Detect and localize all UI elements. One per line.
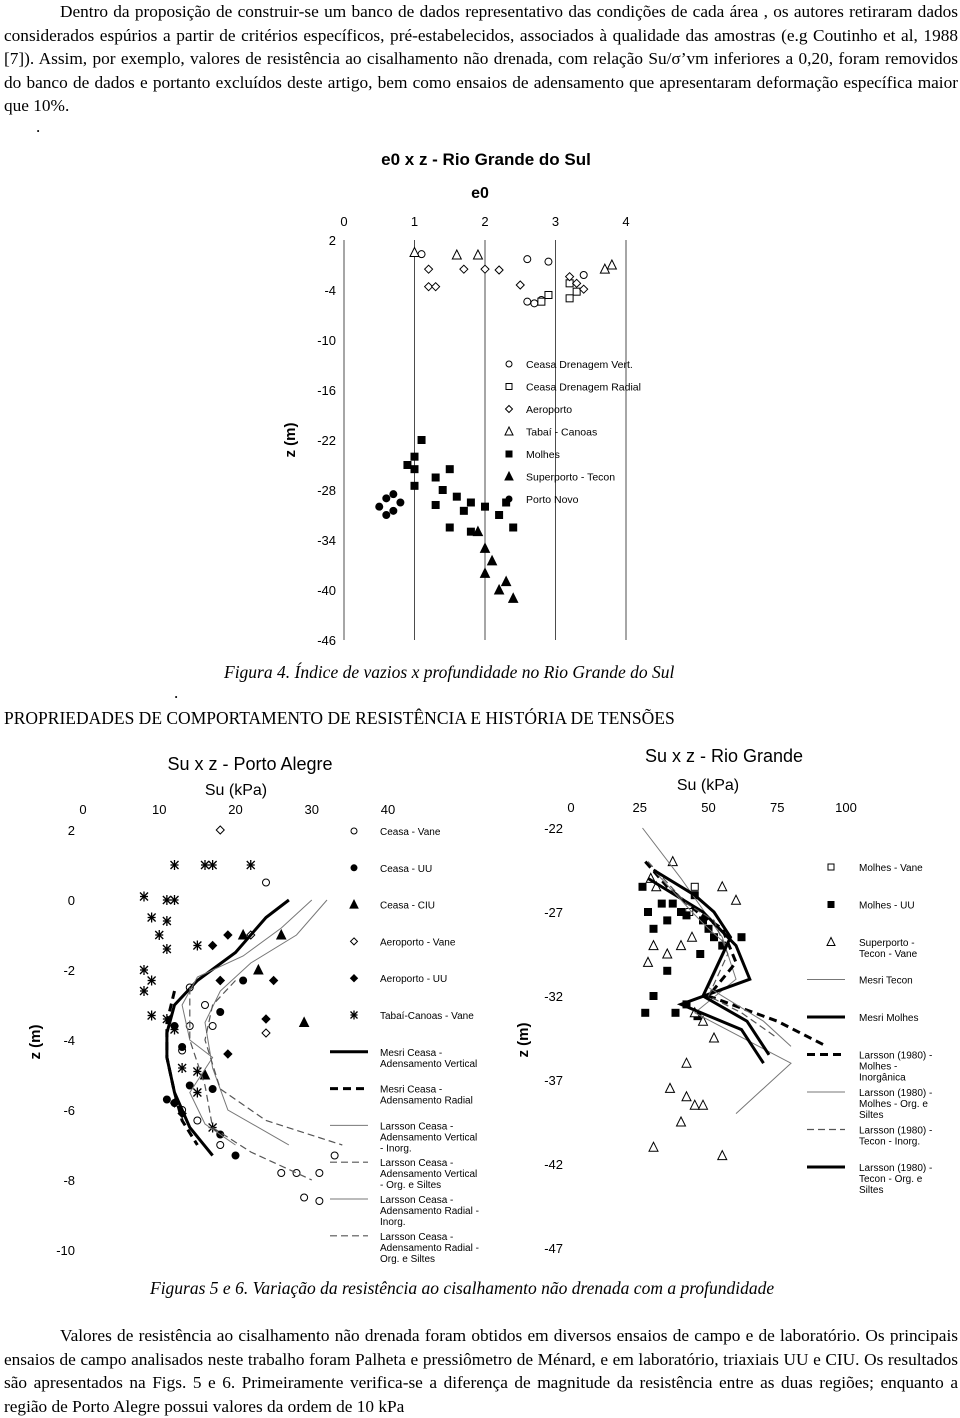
chart1-ceasa-vane-point	[316, 1170, 323, 1177]
chart0-molhes-point	[482, 503, 489, 510]
chart1-legend-label: Aeroporto - UU	[380, 974, 448, 986]
chart0-legend-label: Molhes	[526, 449, 560, 461]
chart1-y-axis-label: z (m)	[27, 1024, 44, 1060]
chart1-ceasa-vane-point	[293, 1170, 300, 1177]
chart0-legend-symbol	[506, 406, 513, 413]
chart1-tabai-canoas-vane-point	[148, 1011, 156, 1021]
chart1-tabai-canoas-vane-point	[171, 860, 179, 870]
chart1-ceasa-vane-point	[278, 1170, 285, 1177]
chart1-tabai-canoas-vane-point	[247, 860, 255, 870]
chart0-legend-label: Ceasa Drenagem Radial	[526, 381, 641, 394]
chart0-molhes-point	[411, 482, 418, 489]
chart0-x-tick-label: 3	[551, 214, 560, 229]
chart1-x-tick-label: 20	[228, 802, 243, 817]
chart2-y-tick-label: -37	[544, 1073, 563, 1088]
chart1-tabai-canoas-vane-point	[178, 1063, 186, 1073]
chart2-legend-label: Mesri Molhes	[859, 1013, 919, 1024]
chart0-title: e0 x z - Rio Grande do Sul	[381, 150, 591, 169]
chart0-superporto-tecon-point	[509, 593, 518, 602]
chart1-aeroporto-uu-point	[224, 1050, 232, 1058]
chart1-aeroporto-uu-point	[224, 931, 232, 939]
chart0-legend-symbol	[505, 427, 513, 435]
chart0-porto-novo-point	[383, 512, 390, 519]
chart0-molhes-point	[467, 528, 474, 535]
chart2-title: Su x z - Rio Grande	[644, 746, 804, 766]
chart1-legend-symbol	[351, 865, 357, 871]
chart1-legend-label: Ceasa - Vane	[380, 827, 441, 838]
chart0-x-axis-label: e0	[471, 185, 489, 202]
chart0-ceasa-drenagem-vert-point	[531, 300, 538, 307]
chart1-ceasa-uu-point	[217, 1009, 224, 1016]
chart1-ceasa-vane-point	[202, 1002, 209, 1009]
chart0-tabai-canoas-point	[607, 260, 616, 269]
chart0-y-tick-label: -40	[317, 583, 336, 598]
paragraph-bottom: Valores de resistência ao cisalhamento não drenada foram obtidos em diversos ensaios de campo e de laboratório. Os principais ensaios de campo analisados neste trabalho foram Palheta e pressiômetro de Ménard, e em laboratório, triaxiais UU e CIU. Os resultados são apresentados na Figs. 5 e 6. Primeiramente verifica-se a diferença de magnitude da resistência entre as duas regiões; enquanto a região de Porto Alegre possui valores da ordem de 10 kPa	[4, 1326, 958, 1416]
chart1-y-tick-label: 2	[67, 823, 75, 838]
chart1-legend-label: Mesri Ceasa -Adensamento Radial	[380, 1084, 473, 1107]
chart1-ceasa-vane-point	[316, 1198, 323, 1205]
chart0-superporto-tecon-point	[488, 556, 497, 565]
chart1-y-tick-label: -8	[63, 1173, 75, 1188]
chart1-ceasa-ciu-point	[254, 965, 263, 974]
chart0-ceasa-drenagem-vert-point	[524, 298, 531, 305]
chart1-tabai-canoas-vane-point	[171, 895, 179, 905]
chart0-molhes-point	[418, 437, 425, 444]
chart0-molhes-point	[446, 524, 453, 531]
chart0-molhes-point	[446, 466, 453, 473]
chart0-legend-symbol	[506, 361, 512, 367]
chart0-molhes-point	[460, 507, 467, 514]
chart1-ceasa-uu-point	[179, 1044, 186, 1051]
chart2-y-tick-label: -47	[544, 1241, 563, 1256]
chart1-legend-symbol	[351, 938, 358, 945]
chart1-y-tick-label: -10	[56, 1243, 75, 1258]
chart1-title: Su x z - Porto Alegre	[167, 754, 333, 774]
chart2-superporto-tecon-vane-point	[690, 1100, 699, 1109]
chart2-molhes-uu-point	[639, 883, 646, 890]
chart1-x-tick-label: 10	[152, 802, 167, 817]
chart1-ceasa-vane-point	[217, 1142, 224, 1149]
chart1-tabai-canoas-vane-point	[148, 913, 156, 923]
stray-dot-2: .	[174, 683, 179, 702]
chart2-superporto-tecon-vane-point	[649, 1142, 658, 1151]
chart1-legend-symbol	[350, 900, 358, 908]
chart1-aeroporto-vane-point	[262, 1029, 270, 1037]
chart1-tabai-canoas-vane-point	[140, 986, 148, 996]
chart1-tabai-canoas-vane-point	[140, 892, 148, 902]
chart0-legend-label: Aeroporto	[526, 404, 573, 416]
chart1-legend-symbol	[351, 1011, 358, 1020]
chart0-ceasa-drenagem-radial-point	[538, 298, 545, 305]
chart2-y-axis-label: z (m)	[515, 1022, 532, 1058]
figure-5-6-caption: Figuras 5 e 6. Variação da resistência ao cisalhamento não drenada com a profundidade	[150, 1278, 775, 1298]
chart0-porto-novo-point	[376, 503, 383, 510]
chart2-legend-label: Larsson (1980) -Molhes -Inorgânica	[859, 1050, 933, 1084]
chart1-legend-symbol	[351, 975, 358, 982]
chart1-legend-label: Mesri Ceasa -Adensamento Vertical	[380, 1047, 478, 1070]
chart1-y-tick-label: 0	[67, 893, 75, 908]
chart0-aeroporto-point	[425, 265, 433, 273]
chart1-legend-label: Larsson Ceasa -Adensamento Vertical - Inorg.	[380, 1121, 478, 1155]
chart0-ceasa-drenagem-vert-point	[545, 258, 552, 265]
chart1-y-tick-label: -2	[63, 963, 75, 978]
chart2-molhes-uu-point	[697, 951, 704, 958]
chart2-superporto-tecon-vane-point	[663, 949, 672, 958]
chart1-ceasa-uu-point	[240, 977, 247, 984]
chart0-molhes-point	[411, 453, 418, 460]
chart2-y-tick-label: -42	[544, 1157, 563, 1172]
chart2-molhes-uu-point	[711, 934, 718, 941]
chart0-y-tick-label: -46	[317, 633, 336, 648]
chart2-molhes-uu-point	[650, 925, 657, 932]
chart2-x-tick-label: 0	[567, 800, 575, 815]
chart1-tabai-canoas-vane-point	[193, 1067, 201, 1077]
chart1-tabai-canoas-vane-point	[163, 895, 171, 905]
chart0-aeroporto-point	[580, 285, 588, 293]
chart0-molhes-point	[432, 502, 439, 509]
chart1-y-tick-label: -6	[63, 1103, 75, 1118]
chart1-tabai-canoas-vane-point	[171, 1025, 179, 1035]
chart2-molhes-uu-point	[738, 934, 745, 941]
chart0-legend-label: Porto Novo	[526, 494, 579, 506]
chart0-tabai-canoas-point	[410, 248, 419, 257]
chart1-tabai-canoas-vane-point	[163, 916, 171, 926]
chart1-x-axis-label: Su (kPa)	[204, 782, 268, 799]
chart2-superporto-tecon-vane-point	[710, 1033, 719, 1042]
chart1-aeroporto-uu-point	[216, 977, 224, 985]
chart0-aeroporto-point	[495, 266, 503, 274]
chart2-superporto-tecon-vane-point	[732, 895, 741, 904]
chart2-x-axis-label: Su (kPa)	[676, 777, 740, 794]
chart0-porto-novo-point	[383, 495, 390, 502]
chart1-aeroporto-uu-point	[270, 977, 278, 985]
chart1-x-tick-label: 0	[79, 802, 87, 817]
chart0-ceasa-drenagem-vert-point	[580, 272, 587, 279]
chart2-superporto-tecon-vane-point	[649, 941, 658, 950]
chart1-ceasa-vane-point	[263, 879, 270, 886]
chart2-x-tick-label: 50	[701, 800, 716, 815]
chart2-superporto-tecon-vane-point	[677, 1117, 686, 1126]
figure-4-caption: Figura 4. Índice de vazios x profundidade no Rio Grande do Sul	[224, 662, 675, 682]
chart0-superporto-tecon-point	[481, 543, 490, 552]
chart0-porto-novo-point	[390, 507, 397, 514]
chart1-aeroporto-vane-point	[216, 826, 224, 834]
chart0-molhes-point	[467, 499, 474, 506]
chart2-y-tick-label: -22	[544, 821, 563, 836]
chart2-superporto-tecon-vane-point	[644, 957, 653, 966]
chart2-superporto-tecon-vane-point	[699, 1100, 708, 1109]
chart0-ceasa-drenagem-vert-point	[524, 256, 531, 263]
chart0-aeroporto-point	[481, 265, 489, 273]
chart1-x-tick-label: 30	[304, 802, 319, 817]
chart2-superporto-tecon-vane-point	[666, 1083, 675, 1092]
chart1-aeroporto-uu-point	[262, 1015, 270, 1023]
chart0-x-tick-label: 0	[340, 214, 348, 229]
chart0-legend-label: Ceasa Drenagem Vert.	[526, 359, 633, 371]
chart0-molhes-point	[432, 474, 439, 481]
chart1-ceasa-uu-point	[163, 1096, 170, 1103]
chart2-legend-label: Larsson (1980) -Molhes - Org. e Siltes	[859, 1088, 933, 1121]
chart2-superporto-tecon-vane-point	[677, 941, 686, 950]
chart0-tabai-canoas-point	[473, 250, 482, 259]
chart1-legend-label: Larsson Ceasa -Adensamento Vertical - Org. e Siltes	[380, 1158, 478, 1192]
chart1-ceasa-ciu-point	[300, 1018, 309, 1027]
chart1-ceasa-vane-point	[209, 1023, 216, 1030]
chart0-legend-label: Tabaí - Canoas	[526, 426, 598, 439]
chart1-legend-label: Tabaí-Canoas - Vane	[380, 1011, 474, 1022]
chart2-legend-symbol	[827, 938, 835, 946]
chart0-legend-symbol	[506, 496, 512, 502]
chart1-tabai-canoas-vane-point	[193, 941, 201, 951]
chart1-x-tick-label: 40	[380, 802, 396, 817]
chart1-tabai-canoas-vane-point	[140, 965, 148, 975]
chart0-porto-novo-point	[397, 499, 404, 506]
chart2-legend-label: Larsson (1980) -Tecon - Org. e Siltes	[859, 1163, 933, 1196]
chart0-y-tick-label: -10	[317, 333, 336, 348]
chart2-legend-label: Larsson (1980) -Tecon - Inorg.	[859, 1125, 933, 1148]
chart2-superporto-tecon-vane-point	[688, 932, 697, 941]
chart2-legend-label: Mesri Tecon	[859, 975, 913, 987]
chart2-molhes-uu-point	[664, 967, 671, 974]
chart0-x-tick-label: 2	[481, 214, 489, 229]
chart1-tabai-canoas-vane-point	[155, 930, 163, 940]
chart1-tabai-canoas-vane-point	[193, 1088, 201, 1098]
chart0-molhes-point	[439, 487, 446, 494]
chart0-ceasa-drenagem-radial-point	[545, 292, 552, 299]
chart1-tabai-canoas-vane-point	[209, 860, 217, 870]
chart1-ceasa-ciu-point	[277, 930, 286, 939]
paragraph-top: Dentro da proposição de construir-se um banco de dados representativo das condições de cada área , os autores retiraram dados considerados espúrios a partir de critérios específicos, pré-estabelecidos, associados à qualidade das amostras (e.g Coutinho et al, 1988 [7]). Assim, por exemplo, valores de resistência ao cisalhamento não drenada, com relação Su/σ’vm inferiores a 0,20, foram removidos do banco de dados e portanto excluídos deste artigo, bem como ensaios de adensamento que apresentaram deformação específica maior que 10%.	[4, 2, 958, 115]
chart2-molhes-uu-point	[650, 993, 657, 1000]
chart2-molhes-uu-point	[672, 1009, 679, 1016]
chart0-y-tick-label: -4	[324, 283, 336, 298]
chart1-ceasa-uu-point	[209, 1086, 216, 1093]
chart1-legend-label: Aeroporto - Vane	[380, 937, 456, 949]
chart1-legend-label: Larsson Ceasa -Adensamento Radial -Org. e Siltes	[380, 1231, 479, 1265]
chart0-molhes-point	[404, 462, 411, 469]
chart0-y-tick-label: 2	[328, 233, 336, 248]
chart2-y-tick-label: -27	[544, 905, 563, 920]
chart1-legend-label: Ceasa - UU	[380, 863, 433, 875]
chart1-ceasa-vane-point	[331, 1152, 338, 1159]
chart0-x-tick-label: 4	[622, 214, 630, 229]
chart1-tabai-canoas-vane-point	[163, 944, 171, 954]
chart0-superporto-tecon-point	[495, 585, 504, 594]
chart2-legend-label: Molhes - UU	[859, 900, 915, 912]
chart0-y-tick-label: -22	[317, 433, 336, 448]
chart1-ceasa-vane-point	[301, 1194, 308, 1201]
chart0-y-tick-label: -28	[317, 483, 336, 498]
chart0-y-axis-label: z (m)	[282, 422, 299, 458]
chart2-molhes-uu-point	[669, 900, 676, 907]
chart2-molhes-uu-point	[683, 912, 690, 919]
chart0-legend-symbol	[506, 384, 512, 390]
chart2-legend-label: Superporto -Tecon - Vane	[859, 938, 918, 960]
chart2-superporto-tecon-vane-point	[718, 882, 727, 891]
chart0-porto-novo-point	[390, 491, 397, 498]
chart1-ceasa-uu-point	[232, 1152, 239, 1159]
chart0-y-tick-label: -16	[317, 383, 336, 398]
chart2-y-tick-label: -32	[544, 989, 563, 1004]
chart2-legend-label: Molhes - Vane	[859, 863, 923, 874]
chart2-larsson-1980-tecon-org-e-siltes-line	[654, 870, 770, 1055]
chart1-aeroporto-uu-point	[209, 942, 217, 950]
chart1-tabai-canoas-vane-point	[201, 860, 209, 870]
section-heading: PROPRIEDADES DE COMPORTAMENTO DE RESISTÊNCIA E HISTÓRIA DE TENSÕES	[4, 708, 675, 728]
chart2-molhes-vane-point	[691, 883, 698, 890]
chart1-legend-symbol	[351, 828, 357, 834]
chart0-legend-label: Superporto - Tecon	[526, 471, 616, 484]
chart0-superporto-tecon-point	[481, 568, 490, 577]
chart2-molhes-uu-point	[645, 909, 652, 916]
chart1-larsson-ceasa-adensamento-radial-org-e-siltes-line	[205, 981, 342, 1146]
chart2-superporto-tecon-vane-point	[682, 1092, 691, 1101]
chart0-legend-symbol	[505, 472, 513, 480]
chart2-larsson-1980-molhes-inorganica-line	[645, 862, 827, 1047]
chart0-superporto-tecon-point	[502, 577, 511, 586]
chart2-superporto-tecon-vane-point	[682, 1058, 691, 1067]
chart2-x-tick-label: 75	[770, 800, 785, 815]
chart2-superporto-tecon-vane-point	[718, 1151, 727, 1160]
chart0-aeroporto-point	[573, 279, 581, 287]
chart0-molhes-point	[411, 466, 418, 473]
chart2-x-tick-label: 25	[632, 800, 647, 815]
chart2-x-tick-label: 100	[835, 800, 857, 815]
chart0-x-tick-label: 1	[410, 214, 419, 229]
chart2-legend-symbol	[828, 902, 834, 908]
chart0-y-tick-label: -34	[317, 533, 336, 548]
chart1-legend-label: Ceasa - CIU	[380, 900, 436, 912]
chart0-legend-symbol	[506, 451, 512, 457]
chart2-molhes-uu-point	[664, 917, 671, 924]
chart0-molhes-point	[510, 524, 517, 531]
chart0-aeroporto-point	[432, 283, 440, 291]
chart0-ceasa-drenagem-radial-point	[566, 295, 573, 302]
chart0-molhes-point	[496, 512, 503, 519]
chart0-aeroporto-point	[460, 265, 468, 273]
chart1-ceasa-vane-point	[194, 1117, 201, 1124]
chart1-legend-label: Larsson Ceasa -Adensamento Radial -Inorg.	[380, 1195, 479, 1228]
chart2-molhes-uu-point	[658, 900, 665, 907]
chart2-molhes-uu-point	[642, 1009, 649, 1016]
chart1-tabai-canoas-vane-point	[148, 976, 156, 986]
chart1-ceasa-ciu-point	[239, 930, 248, 939]
chart0-aeroporto-point	[516, 281, 524, 289]
stray-dot-1: .	[36, 117, 41, 136]
chart2-legend-symbol	[828, 864, 834, 870]
chart1-y-tick-label: -4	[63, 1033, 75, 1048]
chart0-molhes-point	[453, 493, 460, 500]
chart0-tabai-canoas-point	[452, 250, 461, 259]
